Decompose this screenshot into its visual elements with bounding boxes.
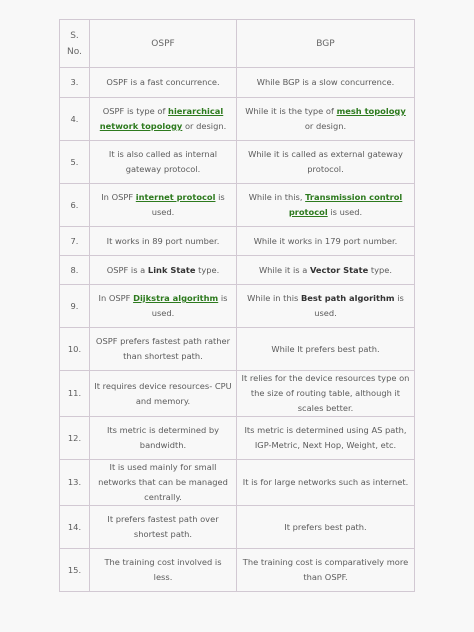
table-row	[60, 328, 415, 371]
cell-bgp	[237, 460, 415, 506]
table-row	[60, 549, 415, 592]
cell-text: is used.	[327, 207, 363, 217]
cell-bgp	[237, 68, 415, 98]
cell-text: The training cost involved is less.	[104, 557, 222, 582]
cell-text: In OSPF	[101, 192, 136, 202]
cell-text: In OSPF	[98, 293, 134, 303]
cell-ospf	[90, 328, 237, 371]
table-row	[60, 371, 415, 417]
cell-text: It is used mainly for small networks that can be managed centrally.	[98, 462, 228, 502]
table-row	[60, 460, 415, 506]
inline-link[interactable]: Dijkstra algorithm	[133, 293, 219, 303]
cell-bgp	[237, 328, 415, 371]
cell-ospf	[90, 98, 237, 141]
cell-serial-number: 4.	[60, 98, 90, 141]
cell-text: It works in 89 port number.	[106, 235, 220, 246]
cell-serial-number: 6.	[60, 184, 90, 227]
cell-text: While It prefers best path.	[271, 343, 380, 354]
table-row	[60, 68, 415, 98]
inline-link[interactable]: hierarchical network topology	[99, 106, 224, 131]
cell-text: It requires device resources- CPU and memory.	[94, 380, 232, 406]
cell-ospf	[90, 68, 237, 98]
cell-serial-number: 7.	[60, 227, 90, 256]
cell-text: It relies for the device resources type on the size of routing table, although it scales better.	[241, 373, 410, 413]
cell-text: It prefers fastest path over shortest path.	[107, 514, 219, 539]
cell-text: While it is the type of	[245, 106, 337, 116]
table-row	[60, 184, 415, 227]
table-row	[60, 141, 415, 184]
cell-text: or design.	[182, 121, 227, 131]
table-header	[60, 20, 415, 68]
cell-ospf	[90, 417, 237, 460]
cell-bgp	[237, 549, 415, 592]
cell-bgp	[237, 417, 415, 460]
cell-bgp	[237, 256, 415, 285]
cell-text: While BGP is a slow concurrence.	[256, 77, 395, 87]
header-bgp: BGP	[237, 20, 415, 68]
cell-bgp	[237, 227, 415, 256]
inline-link[interactable]: internet protocol	[135, 192, 216, 202]
cell-text: The training cost is comparatively more than OSPF.	[242, 557, 409, 582]
cell-text: It is for large networks such as internet.	[242, 477, 409, 487]
cell-serial-number: 14.	[60, 506, 90, 549]
cell-text: type.	[368, 264, 393, 275]
cell-ospf	[90, 549, 237, 592]
cell-bgp	[237, 141, 415, 184]
cell-text: It is also called as internal gateway protocol.	[108, 149, 218, 174]
table-row	[60, 417, 415, 460]
table-body	[60, 68, 415, 592]
cell-ospf	[90, 227, 237, 256]
cell-ospf	[90, 460, 237, 506]
inline-link[interactable]: mesh topology	[336, 106, 406, 116]
cell-ospf	[90, 506, 237, 549]
bold-term: Link State	[147, 264, 196, 275]
cell-serial-number: 11.	[60, 371, 90, 417]
cell-serial-number: 8.	[60, 256, 90, 285]
table-row	[60, 506, 415, 549]
cell-text: is used.	[314, 293, 404, 318]
table-row	[60, 227, 415, 256]
comparison-table	[59, 19, 415, 592]
cell-serial-number: 3.	[60, 68, 90, 98]
cell-ospf	[90, 184, 237, 227]
cell-text: OSPF is a fast concurrence.	[106, 77, 220, 87]
cell-text: It prefers best path.	[284, 521, 367, 532]
cell-serial-number: 9.	[60, 285, 90, 328]
cell-text: While in this,	[248, 192, 306, 202]
cell-ospf	[90, 371, 237, 417]
cell-serial-number: 15.	[60, 549, 90, 592]
cell-text: is used.	[151, 293, 228, 318]
cell-text: Its metric is determined using AS path, IGP-Metric, Next Hop, Weight, etc.	[244, 425, 407, 450]
cell-text: While it is called as external gateway protocol.	[248, 149, 403, 174]
header-serial-number: S. No.	[60, 20, 90, 68]
header-ospf: OSPF	[90, 20, 237, 68]
cell-text: is used.	[151, 192, 225, 217]
cell-serial-number: 13.	[60, 460, 90, 506]
cell-text: Its metric is determined by bandwidth.	[106, 425, 220, 450]
cell-serial-number: 5.	[60, 141, 90, 184]
cell-ospf	[90, 256, 237, 285]
table-row	[60, 98, 415, 141]
cell-text: While it works in 179 port number.	[253, 235, 398, 246]
cell-ospf	[90, 141, 237, 184]
cell-ospf	[90, 285, 237, 328]
cell-text: OSPF prefers fastest path rather than shortest path.	[95, 336, 231, 361]
cell-serial-number: 10.	[60, 328, 90, 371]
table-row	[60, 285, 415, 328]
cell-text: While it is a	[258, 264, 310, 275]
cell-text: or design.	[304, 121, 347, 131]
bold-term: Vector State	[309, 264, 369, 275]
bold-term: Best path algorithm	[300, 293, 395, 303]
cell-text: While in this	[247, 293, 301, 303]
inline-link[interactable]: Transmission control protocol	[288, 192, 403, 217]
cell-bgp	[237, 506, 415, 549]
cell-bgp	[237, 371, 415, 417]
cell-bgp	[237, 285, 415, 328]
cell-serial-number: 12.	[60, 417, 90, 460]
cell-bgp	[237, 98, 415, 141]
header-row	[60, 20, 415, 68]
cell-text: type.	[195, 264, 220, 275]
cell-text: OSPF is a	[106, 264, 148, 275]
cell-bgp	[237, 184, 415, 227]
cell-text: OSPF is type of	[102, 106, 169, 116]
table-row	[60, 256, 415, 285]
